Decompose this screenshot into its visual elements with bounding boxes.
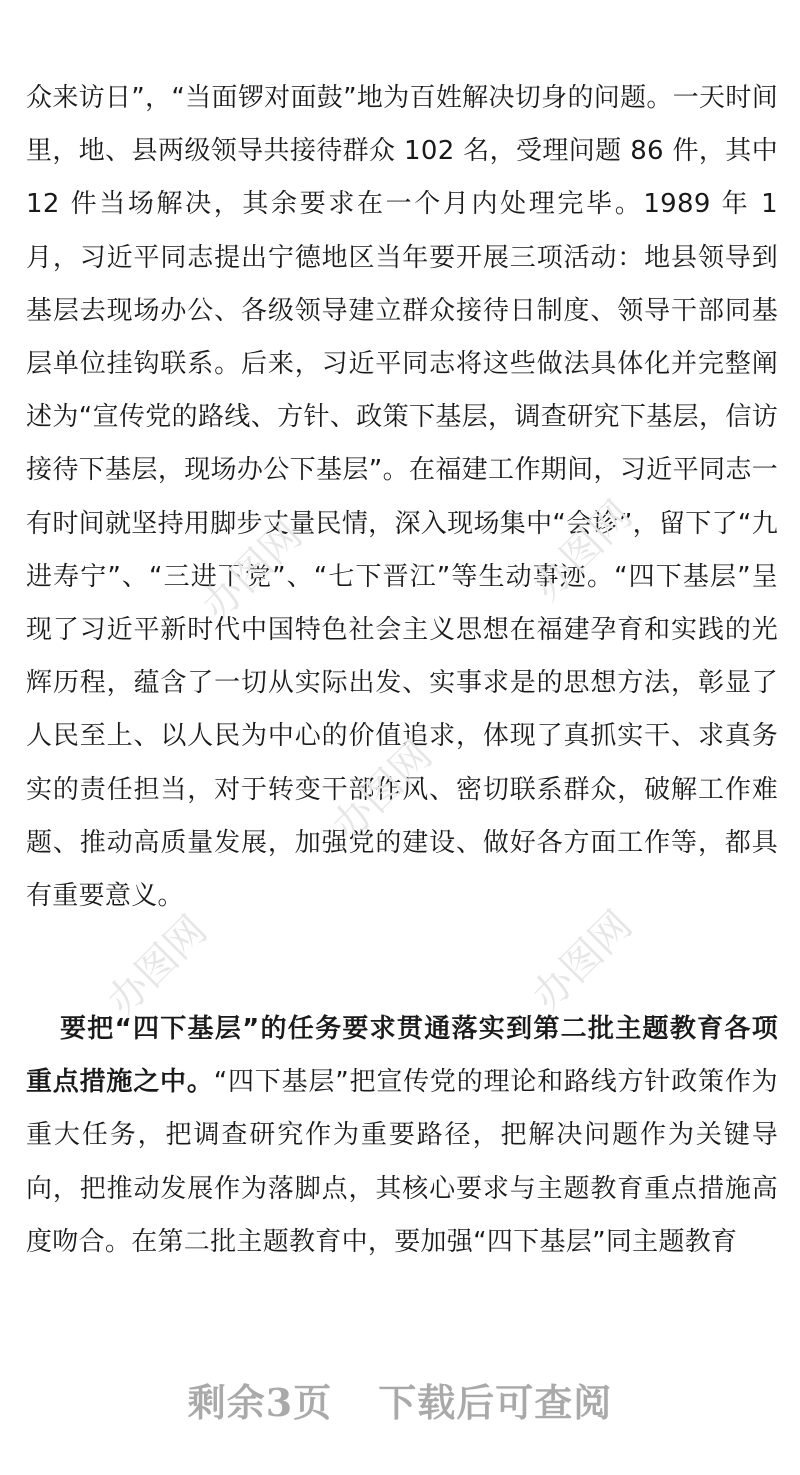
watermark: 办图网: [193, 512, 312, 630]
watermark: 办图网: [523, 492, 642, 610]
paragraph-heading: 要把“四下基层”的任务要求贯通落实到第二批主题教育各项重点措施之中。: [26, 1014, 778, 1098]
watermark: 办图网: [323, 732, 442, 850]
paragraph-text: “四下基层”把宣传党的理论和路线方针政策作为重大任务，把调查研究作为重要路径，把解决问题作为关键导向，把推动发展作为落脚点，其核心要求与主题教育重点措施高度吻合。在第二批主题教育中，要加强“四下基层”同主题教育: [26, 1067, 778, 1257]
remaining-pages-label: 剩余3页: [187, 1380, 333, 1425]
body-paragraph: [26, 72, 778, 923]
download-prompt-label: 下载后可查阅: [378, 1380, 613, 1425]
paragraph-text: 众来访日”，“当面锣对面鼓”地为百姓解决切身的问题。一天时间里，地、县两级领导共接待群众 102 名，受理问题 86 件，其中 12 件当场解决，其余要求在一个月内处理完毕。1989 年 1 月，习近平同志提出宁德地区当年要开展三项活动：地县领导到基层去现场办公、各级领导建立群众接待日制度、领导干部同基层单位挂钩联系。后来，习近平同志将这些做法具体化并完整阐述为“宣传党的路线、方针、政策下基层，调查研究下基层，信访接待下基层，现场办公下基层”。在福建工作期间，习近平同志一有时间就坚持用脚步丈量民情，深入现场集中“会诊”，留下了“九进寿宁”、“三进下党”、“七下晋江”等生动事迹。“四下基层”呈现了习近平新时代中国特色社会主义思想在福建孕育和实践的光辉历程，蕴含了一切从实际出发、实事求是的思想方法，彰显了人民至上、以人民为中心的价值追求，体现了真抓实干、求真务实的责任担当，对于转变干部作风、密切联系群众，破解工作难题、推动高质量发展，加强党的建设、做好各方面工作等，都具有重要意义。: [26, 83, 778, 912]
watermark: 办图网: [523, 902, 642, 1020]
download-banner[interactable]: [0, 1372, 800, 1427]
body-paragraph: [26, 1003, 778, 1269]
watermark: 办图网: [98, 907, 217, 1025]
